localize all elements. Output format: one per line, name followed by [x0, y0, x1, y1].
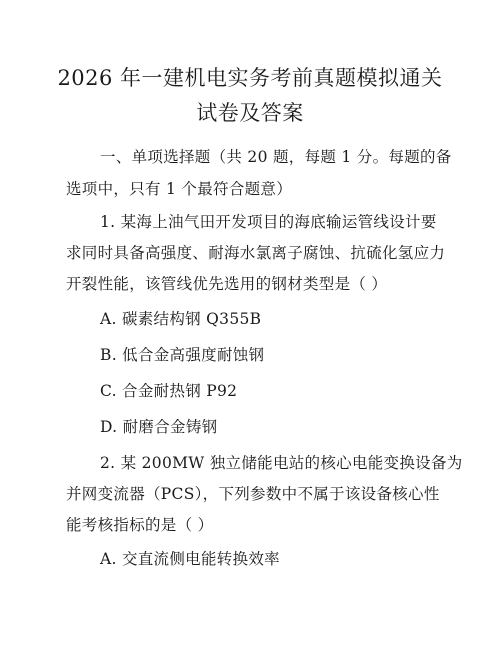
question-2-option-a: A. 交直流侧电能转换效率: [100, 550, 280, 568]
question-1-option-d: D. 耐磨合金铸钢: [100, 418, 218, 436]
question-1-option-a: A. 碳素结构钢 Q355B: [100, 310, 262, 328]
question-1-stem-line-3: 开裂性能，该管线优先选用的钢材类型是（ ）: [66, 275, 388, 293]
document-title-line-2: 试卷及答案: [196, 101, 304, 125]
question-1-stem-line-2: 求同时具备高强度、耐海水氯离子腐蚀、抗硫化氢应力: [66, 244, 446, 262]
section-heading-line-2: 选项中，只有 1 个最符合题意）: [66, 180, 293, 198]
document-title-line-1: 2026 年一建机电实务考前真题模拟通关: [57, 66, 443, 90]
question-2-stem-line-1: 2. 某 200MW 独立储能电站的核心电能变换设备为: [100, 454, 463, 472]
question-1-option-b: B. 低合金高强度耐蚀钢: [100, 346, 265, 364]
question-1-stem-line-1: 1. 某海上油气田开发项目的海底输运管线设计要: [100, 213, 437, 231]
question-2-stem-line-2: 并网变流器（PCS），下列参数中不属于该设备核心性: [66, 485, 440, 503]
question-1-option-c: C. 合金耐热钢 P92: [100, 382, 238, 400]
question-2-stem-line-3: 能考核指标的是（ ）: [66, 516, 214, 534]
section-heading-line-1: 一、单项选择题（共 20 题，每题 1 分。每题的备: [100, 148, 452, 166]
